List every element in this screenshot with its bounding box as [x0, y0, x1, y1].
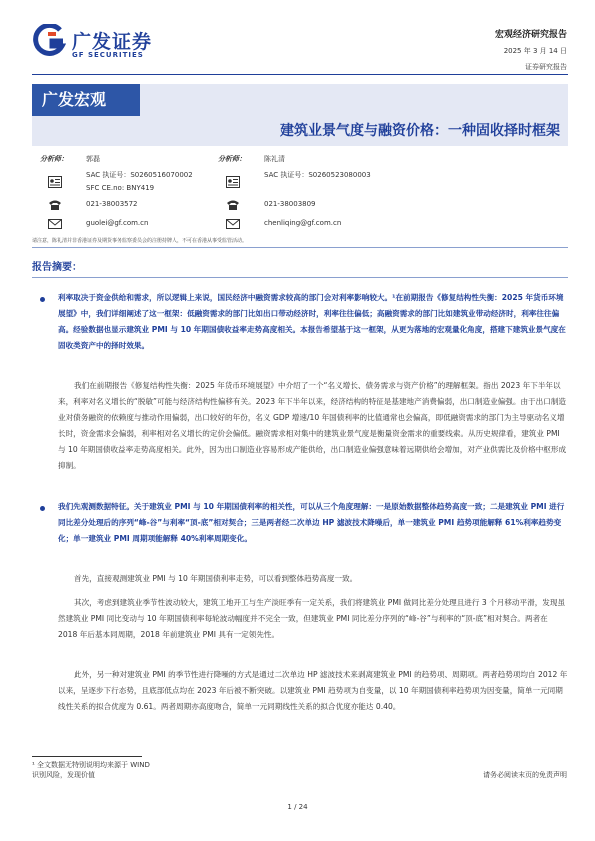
logo-text-cn: 广发证券	[72, 31, 153, 53]
mail-icon	[48, 218, 62, 230]
report-date: 2025 年 3 月 14 日	[503, 47, 567, 55]
company-logo-mark	[32, 24, 66, 58]
summary-paragraph-3: 我们先观测数据特征。关于建筑业 PMI 与 10 年期国债利率的相关性，可以从三个角度理解：一是原始数据整体趋势高度一致；二是建筑业 PMI 进行同比差分处理后的序列“峰-谷”与利率“顶-底”相对契合；三是两者经二次单边 HP 滤波技术降噪后，单一建筑业 PMI 趋势项能解释 61%利率趋势变化；单一建筑业 PMI 周期项能解释 40%利率周期变化。	[58, 502, 565, 543]
phone-icon	[48, 199, 62, 211]
analyst-2-sac: SAC 执证号：S0260523080003	[264, 171, 371, 179]
summary-paragraph-4: 首先，直接观测建筑业 PMI 与 10 年期国债利率走势，可以看到整体趋势高度一致。	[74, 574, 358, 583]
summary-paragraph-5: 其次，考虑到建筑业季节性波动较大，建筑工地开工与生产淡旺季有一定关系，我们将建筑业 PMI 做同比差分处理且进行 3 个月移动平滑，发现虽然建筑业 PMI 同比变动与 10 年期国债利率每轮波动幅度并不完全一致，但建筑业 PMI 同比差分序列的“峰-谷”与利率的“顶-底”相对契合。两者在 2018 年后基本同周期，2018 年前建筑业 PMI 具有一定领先性。	[58, 598, 566, 639]
analyst-2-phone: 021-38003809	[264, 200, 316, 208]
phone-icon	[226, 199, 240, 211]
id-card-icon	[226, 176, 240, 188]
footer-slogan-line: 识别风险，发现价值	[32, 771, 95, 779]
footer-disclaimer-link[interactable]: 请务必阅读末页的免责声明	[483, 771, 567, 779]
analyst-1-name: 郭磊	[86, 155, 100, 163]
analyst-1-phone: 021-38003572	[86, 200, 138, 208]
bullet-icon	[40, 297, 45, 302]
report-category: 证券研究报告	[525, 63, 567, 71]
analyst-2-name: 陈礼清	[264, 155, 285, 163]
footnote: ¹ 全文数据无特别说明均来源于 WIND	[32, 761, 150, 769]
report-type: 宏观经济研究报告	[494, 30, 567, 40]
analyst-divider	[32, 247, 568, 248]
title-banner	[32, 84, 568, 146]
summary-paragraph-2: 我们在前期报告《修复结构性失衡：2025 年货币环境展望》中介绍了一个“名义增长、债务需求与资产价格”的理解框架。指出 2023 年下半年以来，利率对名义增长的“脱敏”可能与经济结构性偏移有关。2023 年下半年以来，经济结构的特征是基建地产消费偏弱，出口制造业偏强。由于出口制造业对债务融资的依赖度与推动作用偏弱，出口较好的年份，名义 GDP 增速/10 年国债利率的比值通常也会偏高，即低融资需求的部门为主导驱动名义增长时，资金需求会偏弱，利率相对名义增长的定价会偏低。融资需求相对集中的建筑业景气度是衡量资金需求的重要线索。从历史规律看，建筑业 PMI 与 10 年期国债收益率走势高度相关。此外，因为出口制造业容易形成产能供给，出口制造业偏强意味着远期供给会增加，对产业供需比及价格中枢形成抑制。	[58, 381, 567, 470]
bullet-icon	[40, 506, 45, 511]
id-card-icon	[48, 176, 62, 188]
logo-text-en: GF SECURITIES	[72, 51, 144, 59]
summary-paragraph-1: 利率取决于资金供给和需求，所以逻辑上来说，国民经济中融资需求较高的部门会对利率影响较大。¹在前期报告《修复结构性失衡：2025 年货币环境展望》中，我们详细阐述了这一框架：低融资需求的部门比如出口带动经济时，利率往往偏低；高融资需求的部门比如建筑业带动经济时，利率往往偏高。经验数据也显示建筑业 PMI 与 10 年期国债收益率走势高度相关。本报告希望基于这一框架，从更为落地的宏观量化角度，搭建下建筑业景气度在固收类资产中的择时效果。	[58, 293, 566, 350]
header-meta	[495, 27, 567, 75]
analyst-1-sfc: SFC CE.no: BNY419	[86, 184, 155, 192]
header-divider	[32, 74, 568, 75]
summary-heading: 报告摘要：	[32, 262, 82, 273]
page-number: 1 / 24	[287, 803, 308, 811]
footer-slogan	[32, 770, 95, 781]
report-title: 建筑业景气度与融资价格：一种固收择时框架	[280, 123, 560, 139]
hk-disclaimer-note: 请注意，陈礼清并非香港证券及期货事务监察委员会的注册持牌人，不可在香港从事受监管活动。	[32, 238, 248, 244]
footnote-divider	[32, 756, 142, 757]
analyst-2-label: 分析师：	[218, 155, 246, 163]
analyst-1-sac: SAC 执证号：S0260516070002	[86, 171, 193, 179]
summary-paragraph-6: 此外，另一种对建筑业 PMI 的季节性进行降噪的方式是通过二次单边 HP 滤波技术来剥离建筑业 PMI 的趋势项、周期项。两者趋势项均自 2012 年以来，呈逐步下行态势，且底部低点均在 2023 年后被不断突破。以建筑业 PMI 趋势项为自变量，以 10 年期国债利率趋势项为因变量，简单一元同期线性关系的拟合优度为 0.61。两者周期亦高度吻合，简单一元同期线性关系的拟合优度亦能达 0.40。	[58, 670, 568, 711]
mail-icon	[226, 218, 240, 230]
summary-divider	[32, 277, 568, 278]
banner-label: 广发宏观	[32, 84, 140, 116]
analyst-2-email[interactable]: chenliqing@gf.com.cn	[264, 219, 342, 227]
analyst-1-email[interactable]: guolei@gf.com.cn	[86, 219, 149, 227]
analyst-1-label: 分析师：	[40, 155, 68, 163]
